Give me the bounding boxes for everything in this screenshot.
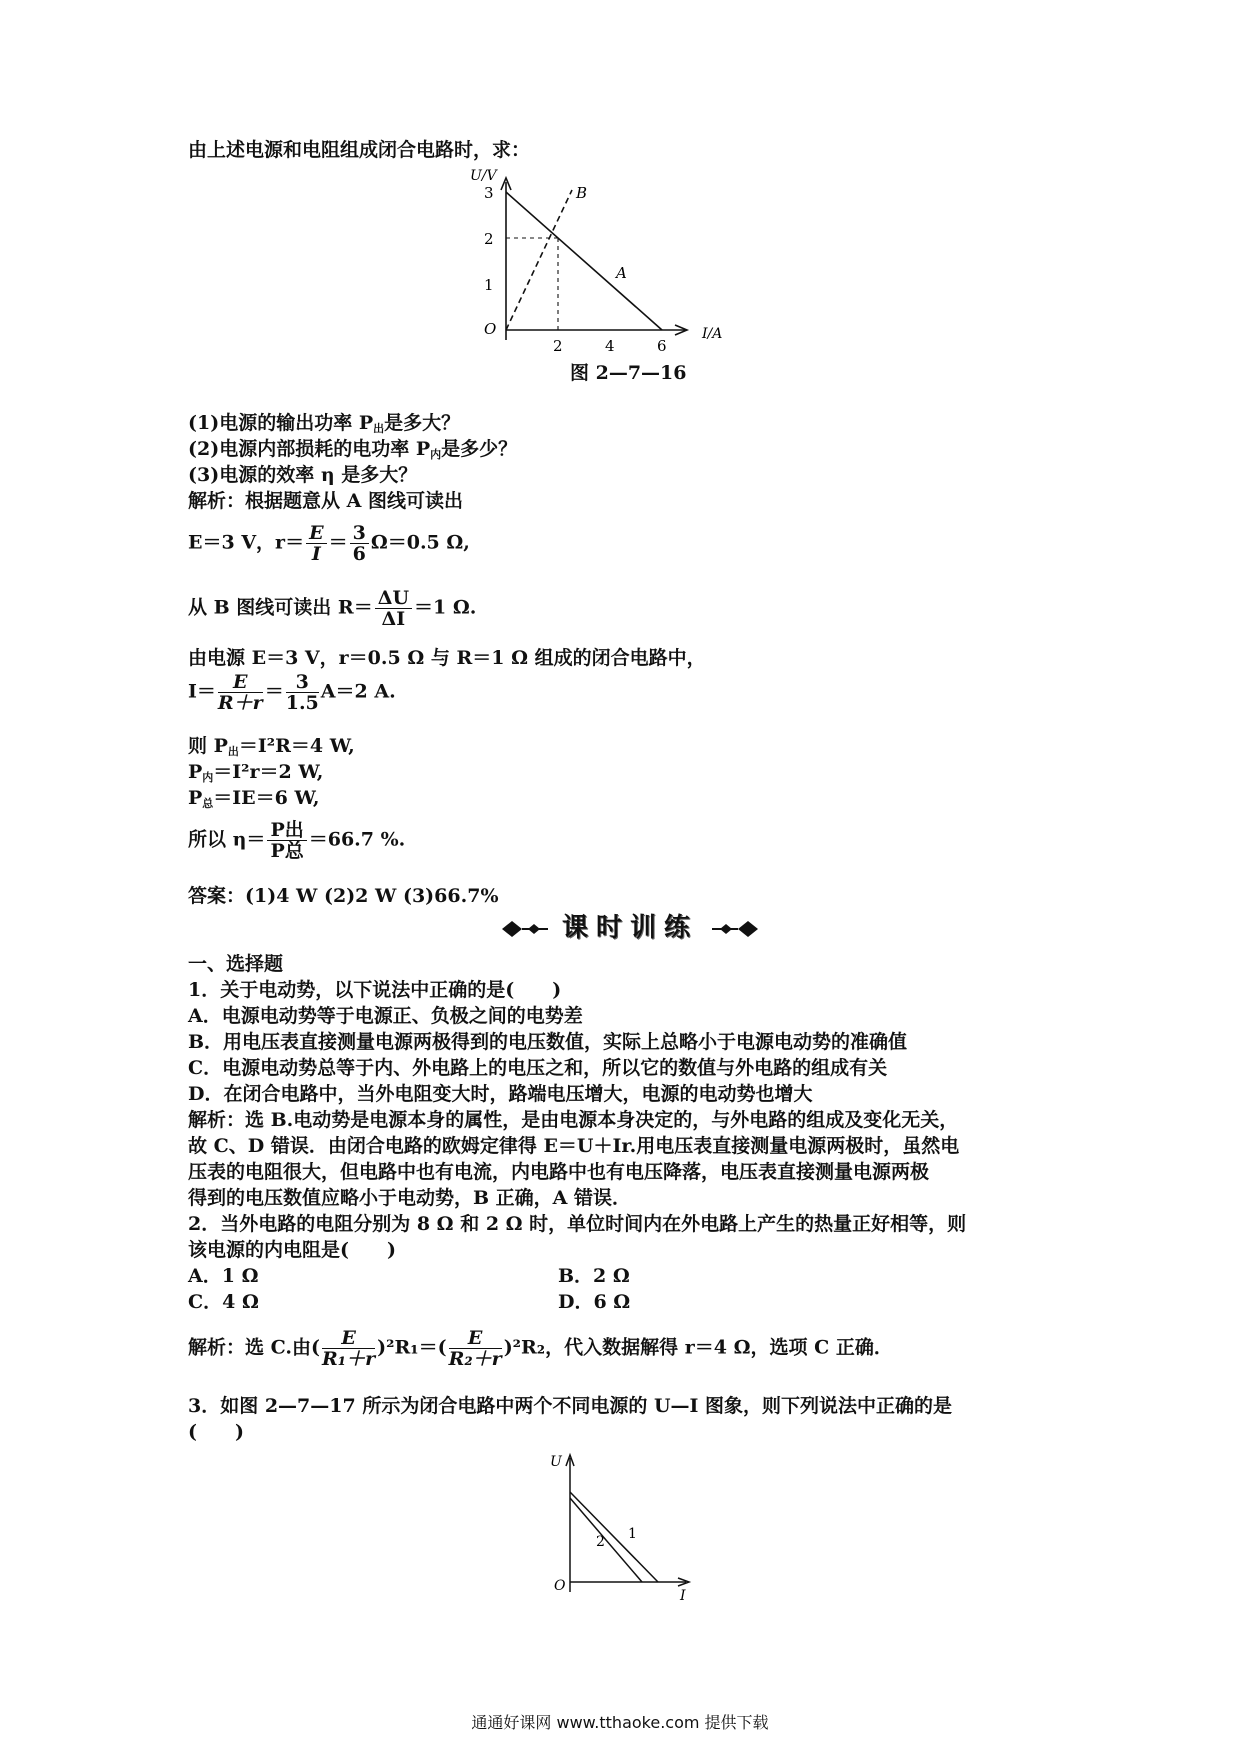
page-footer: 通通好课网 www.tthaoke.com 提供下载	[471, 1713, 769, 1732]
banner-left-ornament	[500, 918, 550, 940]
x-tick-2: 2	[553, 337, 563, 353]
p3-stem-1: 3．如图 2—7—17 所示为闭合电路中两个不同电源的 U—I 图象，则下列说法中正确的是	[188, 1395, 953, 1417]
efficiency-eq: 所以 η＝ $\frac{\text{P出}}{\text{P总}}$ ＝66.7 %.	[188, 819, 406, 862]
line-b-label: B	[576, 184, 588, 202]
p1-explain-3: 压表的电阻很大，但电路中也有电流，内电路中也有电压降落，电压表直接测量电源两极	[188, 1161, 930, 1183]
p1-explain-1: 解析：选 B.电动势是电源本身的属性，是由电源本身决定的，与外电路的组成及变化无关，	[188, 1109, 959, 1131]
p1-option-b: B．用电压表直接测量电源两极得到的电压数值，实际上总略小于电源电动势的准确值	[188, 1031, 908, 1053]
equation-e-r: E＝3 V，r＝ $\frac{E}{I}$ ＝ $\frac{3}{6}$ Ω＝0.5 Ω,	[188, 522, 470, 565]
question-1: (1)电源的输出功率 $P_出$是多大？	[188, 412, 461, 435]
p1-option-c: C．电源电动势总等于内、外电路上的电压之和，所以它的数值与外电路的组成有关	[188, 1057, 888, 1079]
line-2-label: 2	[596, 1534, 605, 1550]
p2-option-a: A．1 Ω	[188, 1265, 259, 1287]
y-axis-label: U	[550, 1454, 562, 1470]
line-a-label: A	[616, 264, 627, 282]
figure-2-7-17	[548, 1450, 698, 1600]
answer-line: 答案：(1)4 W (2)2 W (3)66.7%	[188, 885, 499, 907]
p2-option-c: C．4 Ω	[188, 1291, 259, 1313]
banner-right-ornament	[710, 918, 760, 940]
p1-stem: 1．关于电动势，以下说法中正确的是( )	[188, 979, 562, 1001]
intro-line: 由上述电源和电阻组成闭合电路时，求：	[188, 139, 531, 161]
x-axis-label: I/A	[702, 326, 723, 342]
p3-stem-2: ( )	[188, 1421, 244, 1443]
p1-option-a: A．电源电动势等于电源正、负极之间的电势差	[188, 1005, 583, 1027]
banner-title: 课时训练	[561, 913, 698, 943]
p1-explain-2: 故 C、D 错误．由闭合电路的欧姆定律得 E＝U＋Ir.用电压表直接测量电源两极时，虽然电	[188, 1135, 960, 1157]
equation-i: I＝ $\frac{E}{R+r}$ ＝ $\frac{3}{1.5}$ A＝2 A.	[188, 671, 396, 714]
circuit-line: 由电源 E＝3 V，r＝0.5 Ω 与 R＝1 Ω 组成的闭合电路中，	[188, 647, 706, 669]
y-tick-2: 2	[484, 230, 494, 248]
p2-explain: 解析：选 C.由( $\frac{E}{\text{R₁＋r}}$ )²R₁＝( $\frac{E}{\text{R₂＋r}}$ )²R₂，代入数据解得 r＝4 Ω，选项 C 正确．	[188, 1327, 893, 1370]
y-tick-1: 1	[484, 276, 494, 294]
figure-16-caption: 图 2—7—16	[570, 362, 687, 384]
section-banner	[500, 910, 760, 950]
section-title: 一、选择题	[188, 953, 284, 975]
p2-option-b: B．2 Ω	[558, 1265, 630, 1287]
question-2: (2)电源内部损耗的电功率 $P_内$是多少？	[188, 438, 518, 461]
question-3: (3)电源的效率 η 是多大？	[188, 464, 418, 486]
line-b	[506, 190, 572, 330]
origin-label: O	[484, 320, 497, 338]
origin-label: O	[554, 1578, 566, 1594]
power-in: $P_内=I^2r=2$ W,	[188, 761, 324, 784]
x-axis-label: I	[680, 1588, 686, 1600]
equation-r: 从 B 图线可读出 R＝ $\frac{\Delta U}{\Delta I}$ ＝1 Ω.	[188, 587, 477, 630]
p2-stem-2: 该电源的内电阻是( )	[188, 1239, 396, 1261]
power-out: 则 $P_出=I^2R=4$ W,	[188, 735, 355, 758]
figure-2-7-16	[470, 168, 730, 353]
x-tick-4: 4	[605, 337, 615, 353]
p2-option-d: D．6 Ω	[558, 1291, 631, 1313]
x-tick-6: 6	[657, 337, 667, 353]
line-1	[570, 1492, 658, 1582]
line-a	[506, 192, 662, 330]
analysis-head: 解析：根据题意从 A 图线可读出	[188, 490, 463, 512]
y-axis-label: U/V	[470, 168, 497, 184]
power-total: $P_总=IE=6$ W,	[188, 787, 320, 810]
p1-explain-4: 得到的电压数值应略小于电动势，B 正确，A 错误．	[188, 1187, 632, 1209]
p1-option-d: D．在闭合电路中，当外电阻变大时，路端电压增大，电源的电动势也增大	[188, 1083, 813, 1105]
y-tick-3: 3	[484, 184, 494, 202]
p2-stem-1: 2．当外电路的电阻分别为 8 Ω 和 2 Ω 时，单位时间内在外电路上产生的热量正好相等，则	[188, 1213, 967, 1235]
line-1-label: 1	[628, 1526, 637, 1542]
